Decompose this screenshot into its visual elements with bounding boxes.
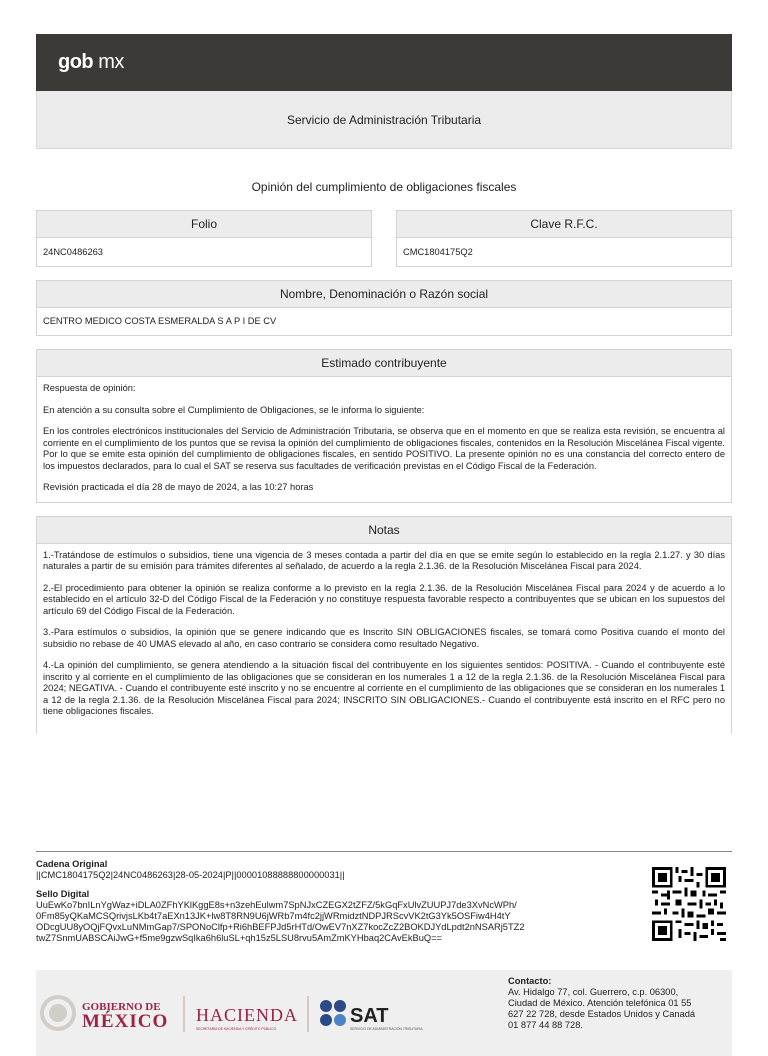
qr-code-icon[interactable] — [652, 867, 726, 941]
hacienda-sub-text: SECRETARÍA DE HACIENDA Y CRÉDITO PÚBLICO — [196, 1027, 277, 1031]
gobierno-bottom-text: MÉXICO — [82, 1011, 169, 1032]
notas-box — [36, 516, 732, 734]
institution-logos — [36, 988, 486, 1038]
gobierno-mexico-logo — [36, 988, 486, 1038]
hacienda-text: HACIENDA — [196, 1005, 298, 1025]
nota-2: 2.-El procedimiento para obtener la opinión se realiza conforme a lo previsto en la regla 2.1.36. de la Resolución Miscelánea Fiscal para 2024 y de acuerdo a lo establecido en el artículo 32-D del Código Fiscal de la Federación y no constituye respuesta favorable respecto a contribuyentes que se ubican en los supuestos del artículo 69 del Código Fiscal de la Federación. — [43, 582, 725, 616]
rfc-box — [396, 210, 732, 267]
cadena-label: Cadena Original — [36, 859, 108, 869]
contact-line-1: Av. Hidalgo 77, col. Guerrero, c.p. 06300, — [508, 987, 679, 997]
estimado-label: Estimado contribuyente — [37, 350, 731, 377]
gobierno-top-text: GOBIERNO DE — [82, 1001, 161, 1013]
nota-3: 3.-Para estímulos o subsidios, la opinión que se genere indicando que es Inscrito SIN OBLIGACIONES fiscales, se tomará como Positiva cuando el monto del subsidio no rebase de 40 UMAS elevado al año, en caso contrario se considera como resultado Negativo. — [43, 627, 725, 649]
estimado-box — [36, 349, 732, 503]
nota-1: 1.-Tratándose de estímulos o subsidios, tiene una vigencia de 3 meses contada a partir del día en que se emite según lo establecido en la regla 2.1.27. y 30 días naturales a partir de su emisión para trámites diferentes al señalado, de acuerdo a la regla 2.1.36. de la Resolución Miscelánea Fiscal para 2024. — [43, 549, 725, 571]
estimado-body — [37, 377, 731, 502]
atencion-text: En atención a su consulta sobre el Cumplimiento de Obligaciones, se le informa lo siguiente: — [43, 404, 425, 415]
sello-line-2: 0Fm85yQKaMCSQrivjsLKb4t7aEXn13JK+lw8T8RN9U6jWRb7m4fc2jjWRmidztNDPJRScvVK2tG3Yk5OSFiw4H4tY — [36, 911, 511, 921]
folio-box — [36, 210, 372, 267]
footer-band — [36, 970, 732, 1056]
sello-digital — [36, 889, 616, 944]
nombre-box — [36, 280, 732, 336]
gob-header — [36, 34, 732, 91]
contact-line-2: Ciudad de México. Atención telefónica 01 55 — [508, 998, 692, 1008]
nombre-label: Nombre, Denominación o Razón social — [37, 281, 731, 308]
rfc-value: CMC1804175Q2 — [403, 247, 473, 257]
gob-mx-logo[interactable]: gob mx — [58, 51, 124, 73]
contact-line-3: 627 22 728, desde Estados Unidos y Canadá — [508, 1009, 696, 1019]
sat-icon — [320, 1000, 346, 1026]
contact-line-4: 01 877 44 88 728. — [508, 1020, 583, 1030]
nota-4: 4.-La opinión del cumplimiento, se genera atendiendo a la situación fiscal del contribuyente en los siguientes sentidos: POSITIVA. - Cuando el contribuyente esté inscrito y al corriente en el cumplimiento de las obligaciones que se consideran en los numerales 1 a 12 de la regla 2.1.36. de la Resolución Miscelánea Fiscal para 2024; NEGATIVA. - Cuando el contribuyente esté inscrito y no se encuentre al corriente en el cumplimiento de las obligaciones que se consideran en los numerales 1 a 12 de la regla 2.1.36. de la Resolución Miscelánea Fiscal para 2024; INSCRITO SIN OBLIGACIONES.- Cuando el contribuyente está inscrito en el RFC pero no tiene obligaciones fiscales. — [43, 660, 725, 716]
notas-body — [37, 544, 731, 734]
revision-date-text: Revisión practicada el día 28 de mayo de 2024, a las 10:27 horas — [43, 482, 314, 492]
sello-label: Sello Digital — [36, 889, 90, 899]
nombre-value: CENTRO MEDICO COSTA ESMERALDA S A P I DE CV — [43, 316, 277, 326]
cadena-value: ||CMC1804175Q2|24NC0486263|28-05-2024|P||00001088888800000031|| — [36, 870, 345, 880]
folio-value: 24NC0486263 — [43, 247, 103, 257]
contact-label: Contacto: — [508, 976, 552, 986]
respuesta-text: Respuesta de opinión: — [43, 383, 136, 393]
contact-info — [508, 976, 728, 1031]
sat-sub-text: SERVICIO DE ADMINISTRACIÓN TRIBUTARIA — [350, 1027, 423, 1031]
sat-text: SAT — [350, 1005, 389, 1027]
resultado-text: En los controles electrónicos institucionales del Servicio de Administración Tributaria, se observa que en el momento en que se realiza esta revisión, se encuentra al corriente en el cumplimiento de los puntos que se revisa la opinión del cumplimiento de obligaciones fiscales, contenidos en la Resolución Miscelánea Fiscal vigente. Por lo que se emite esta opinión del cumplimiento de obligaciones fiscales, en sentido POSITIVO. La presente opinión no es una constancia del correcto entero de los impuestos declarados, para lo cual el SAT se reserva sus facultades de verificación previstas en el Código Fiscal de la Federación. — [43, 426, 725, 471]
rfc-label: Clave R.F.C. — [397, 211, 731, 238]
document-title: Opinión del cumplimiento de obligaciones fiscales — [251, 180, 517, 194]
footer-signature — [36, 851, 732, 944]
sello-line-4: twZ7SnmUABSCAiJwG+f5me9gzwSqIka6h6luSL+qh15z5LSU8rvu5AmZmKYHbaq2CAvEkBuQ== — [36, 933, 442, 943]
sello-line-1: UuEwKo7bnILnYgWaz+iDLA0ZFhYKlKggE8s+n3zehEulwm7SpNJxCZEGX2tZFZ/5kGqFxUlvZUUPJ7de3XvNcWPh/ — [36, 900, 517, 910]
sello-line-3: ODcgUU8yOQjFQvxLuNMmGap7/SPONoClfp+Ri6hBEFPJd5rHTd/OwEV7nXZ7kocZcZ2BOKDJYdLpdt2nNSARj5TZ2 — [36, 922, 525, 932]
agency-banner: Servicio de Administración Tributaria — [36, 91, 732, 149]
notas-label: Notas — [37, 517, 731, 544]
cadena-original — [36, 859, 732, 881]
folio-label: Folio — [37, 211, 371, 238]
document-page — [36, 34, 732, 734]
